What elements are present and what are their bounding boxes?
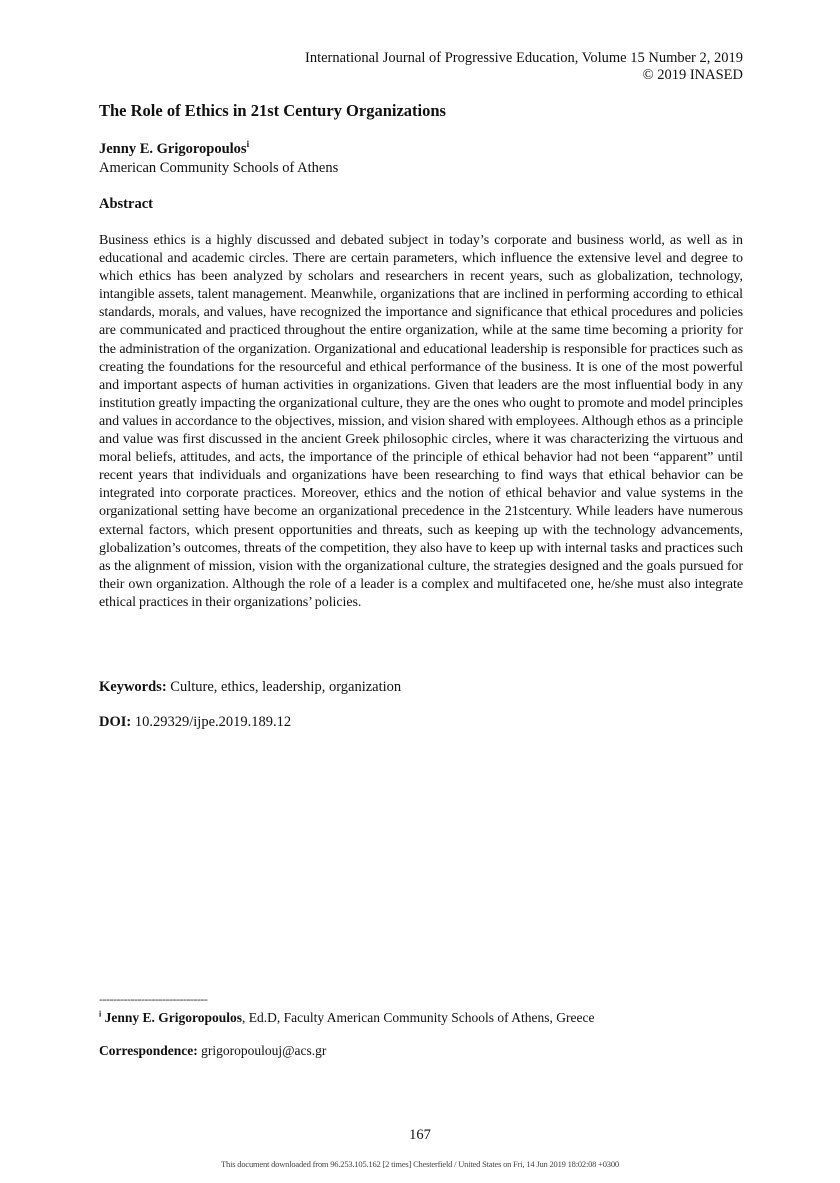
download-watermark-note: This document downloaded from 96.253.105.162 [2 times] Chesterfield / United States on Fri, 14 Jun 2019 18:02:08 +0300	[221, 1159, 619, 1169]
author-name-line	[99, 141, 249, 158]
abstract-heading: Abstract	[99, 196, 153, 212]
author-footnote	[99, 1010, 594, 1026]
author-affiliation: American Community Schools of Athens	[99, 160, 339, 176]
keywords-label: Keywords:	[99, 679, 167, 695]
running-header	[305, 50, 743, 84]
correspondence-label: Correspondence:	[99, 1043, 198, 1058]
footnote-separator: -------------------------------	[99, 992, 208, 1006]
doi-label: DOI:	[99, 714, 132, 730]
footnote-marker: i	[99, 1009, 102, 1019]
journal-citation: International Journal of Progressive Education, Volume 15 Number 2, 2019	[304, 50, 743, 66]
footnote-details: , Ed.D, Faculty American Community Schools of Athens, Greece	[242, 1010, 595, 1025]
footnote-author-name: Jenny E. Grigoropoulos	[104, 1010, 243, 1025]
author-name: Jenny E. Grigoropoulos	[99, 141, 247, 157]
author-footnote-marker: i	[246, 139, 250, 150]
correspondence-email[interactable]: grigoropoulouj@acs.gr	[201, 1043, 327, 1058]
copyright-notice: © 2019 INASED	[642, 67, 743, 83]
doi-line	[99, 714, 291, 731]
keywords-value: Culture, ethics, leadership, organization	[170, 679, 402, 695]
doi-value: 10.29329/ijpe.2019.189.12	[134, 714, 292, 730]
correspondence-line	[99, 1043, 326, 1059]
abstract-text: Business ethics is a highly discussed and debated subject in today’s corporate and business world, as well as in educational and academic circles. There are certain parameters, which influence the extensive level and degree to which ethics has been analyzed by scholars and researchers in recent years, such as globalization, technology, intangible assets, talent management. Meanwhile, organizations that are inclined in performing according to ethical standards, morals, and values, have recognized the importance and significance that ethical procedures and policies are communicated and practiced throughout the entire organization, while at the same time becoming a priority for the administration of the organization. Organizational and educational leadership is responsible for practices such as creating the foundations for the resourceful and ethical performance of the business. It is one of the most powerful and important aspects of human activities in organizations. Given that leaders are the most influential body in any institution greatly impacting the organizational culture, they are the ones who ought to promote and model principles and values in accordance to the objectives, mission, and vision shared with employees. Although ethos as a principle and value was first discussed in the ancient Greek philosophic circles, where it was characterizing the virtuous and moral beliefs, attitudes, and acts, the importance of the principle of ethical behavior had not been “apparent” until recent years that individuals and organizations have been researching to find ways that ethical behavior can be integrated into corporate practices. Moreover, ethics and the notion of ethical behavior and value systems in the organizational setting have become an organizational precedence in the 21stcentury. While leaders have numerous external factors, which present opportunities and threats, such as keeping up with the technology advancements, globalization’s outcomes, threats of the competition, they also have to keep up with internal tasks and practices such as the alignment of mission, vision with the organizational culture, the strategies designed and the goals pursued for their own organization. Although the role of a leader is a complex and multifaceted one, he/she must also integrate ethical practices in their organizations’ policies.	[99, 233, 743, 610]
keywords-line	[99, 679, 401, 696]
paper-title: The Role of Ethics in 21st Century Organizations	[99, 101, 446, 120]
page-number: 167	[409, 1127, 431, 1143]
